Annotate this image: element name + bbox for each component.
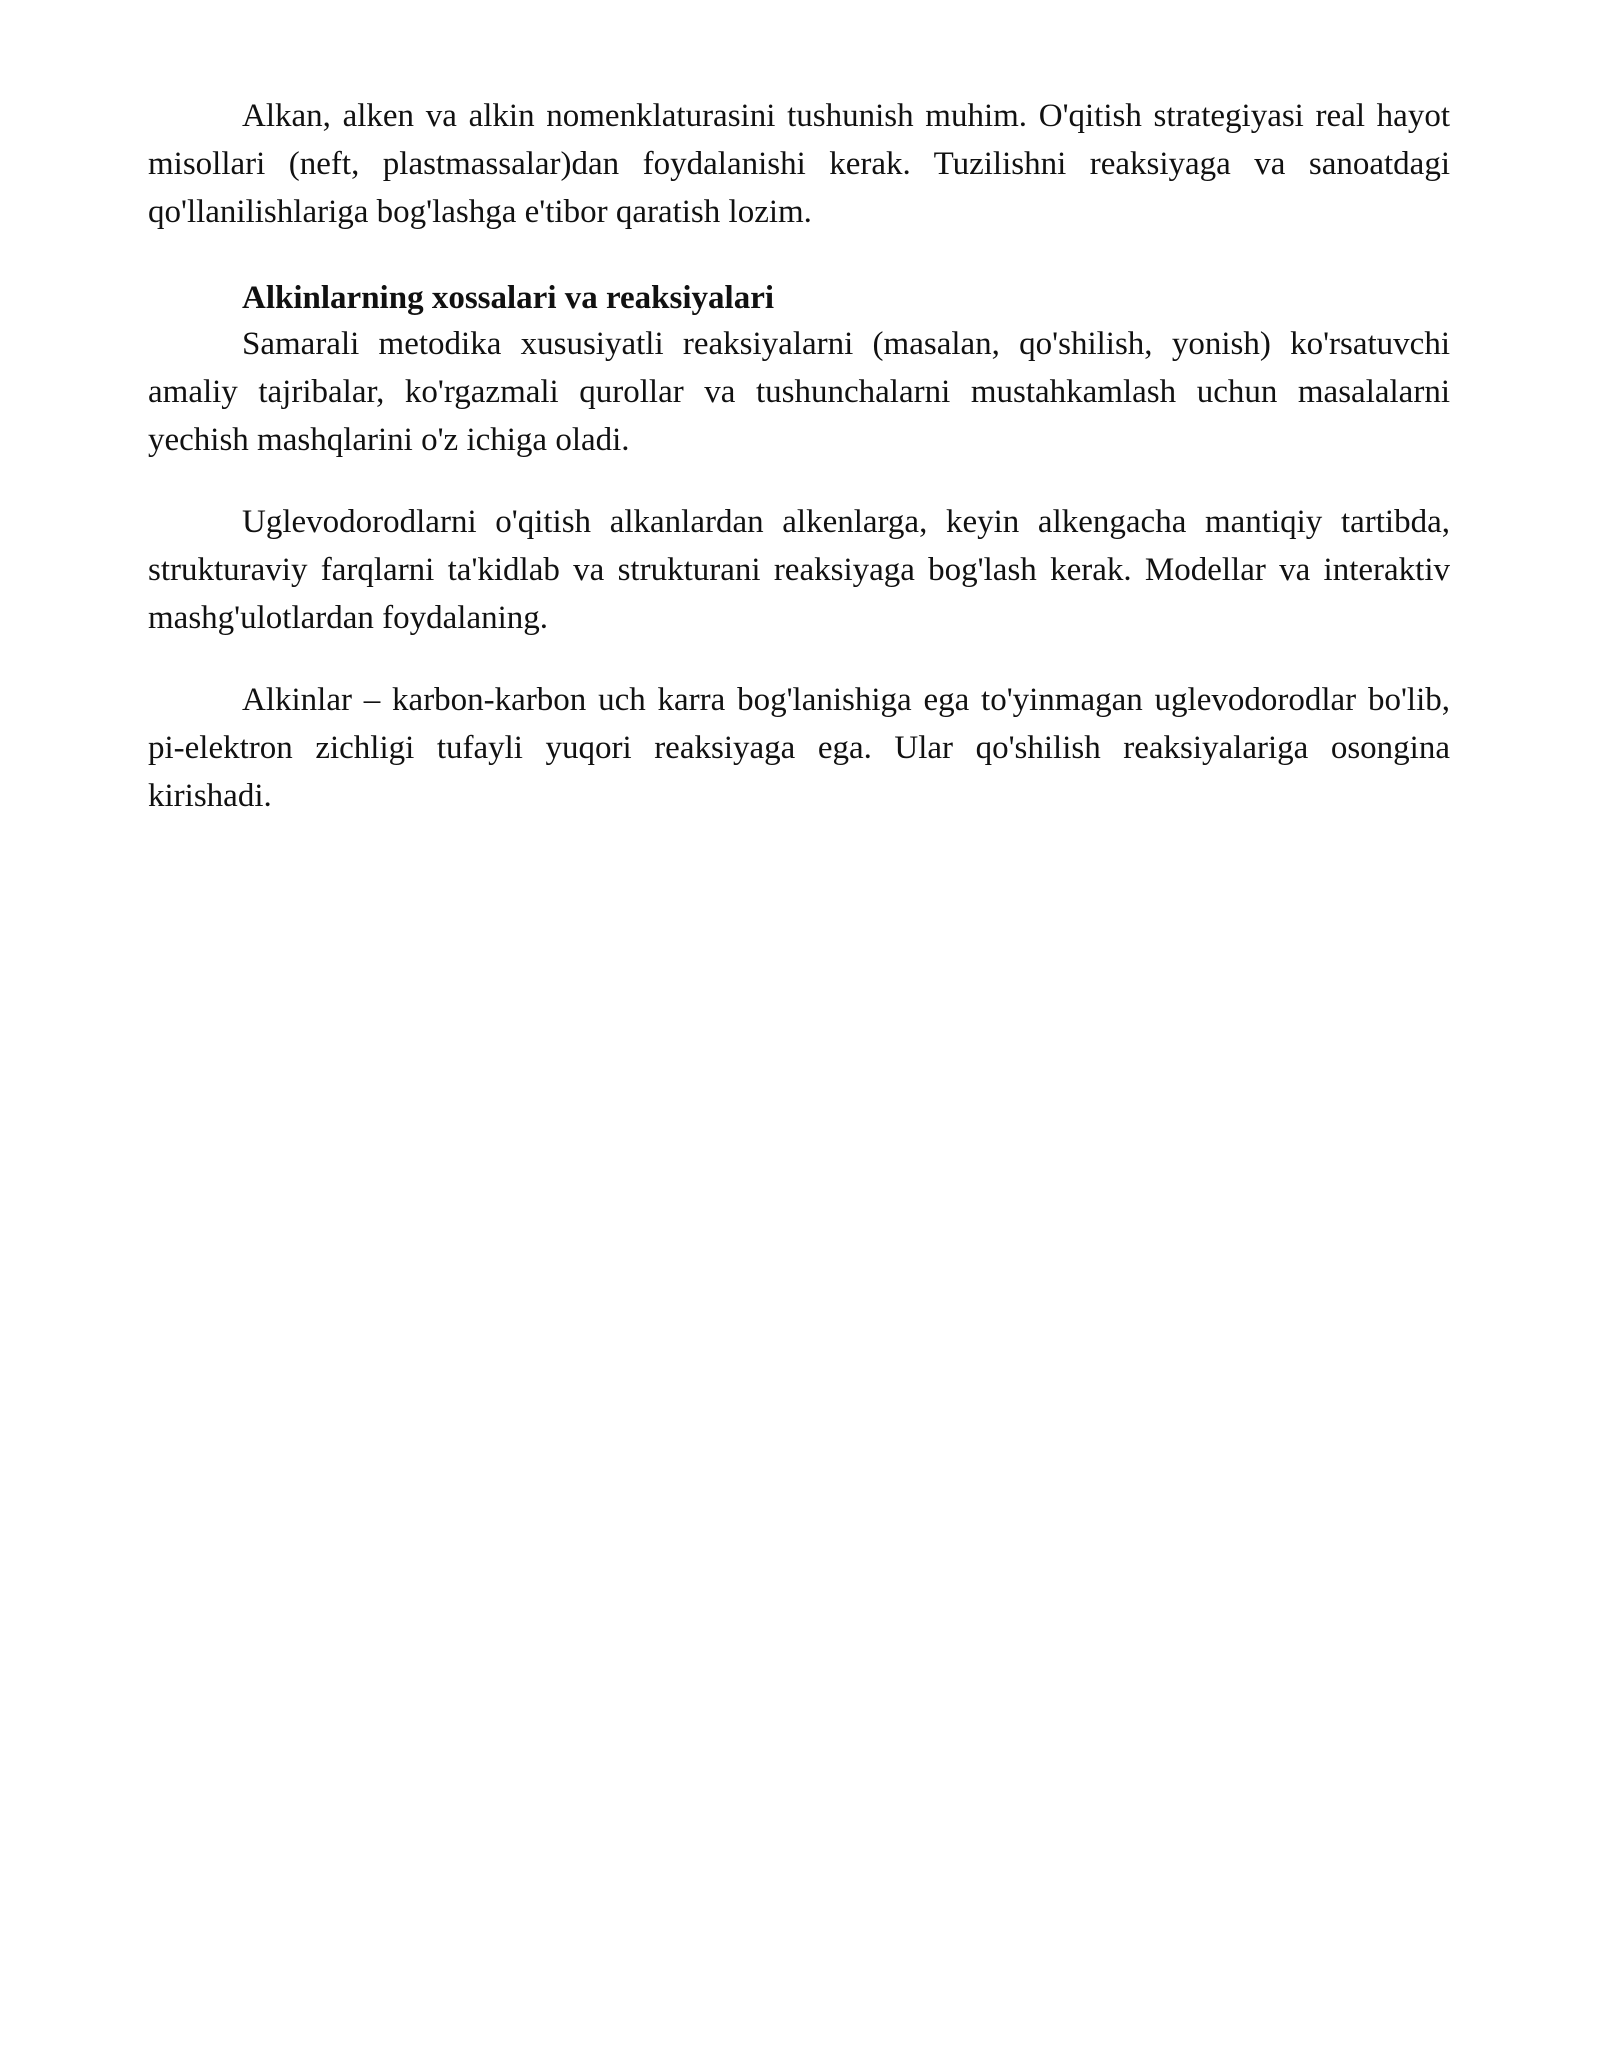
- document-body: [148, 92, 1450, 820]
- paragraph-nomenclature: Alkan, alken va alkin nomenklaturasini tushunish muhim. O'qitish strategiyasi real hayot misollari (neft, plastmassalar)dan foydalanishi kerak. Tuzilishni reaksiyaga va sanoatdagi qo'llanilishlariga bog'lashga e'tibor qaratish lozim.: [148, 98, 1450, 230]
- section-heading: Alkinlarning xossalari va reaksiyalari: [242, 280, 775, 316]
- paragraph-teaching-order: Uglevodorodlarni o'qitish alkanlardan alkenlarga, keyin alkengacha mantiqiy tartibda, strukturaviy farqlarni ta'kidlab va strukturani reaksiyaga bog'lash kerak. Modellar va interaktiv mashg'ulotlardan foydalaning.: [148, 504, 1450, 636]
- paragraph-methodology: Samarali metodika xususiyatli reaksiyalarni (masalan, qo'shilish, yonish) ko'rsatuvchi amaliy tajribalar, ko'rgazmali qurollar va tushunchalarni mustahkamlash uchun masalalarni yechish mashqlarini o'z ichiga oladi.: [148, 326, 1450, 458]
- paragraph-alkynes-definition: Alkinlar – karbon-karbon uch karra bog'lanishiga ega to'yinmagan uglevodorodlar bo'lib, pi-elektron zichligi tufayli yuqori reaksiyaga ega. Ular qo'shilish reaksiyalariga osongina kirishadi.: [148, 682, 1450, 814]
